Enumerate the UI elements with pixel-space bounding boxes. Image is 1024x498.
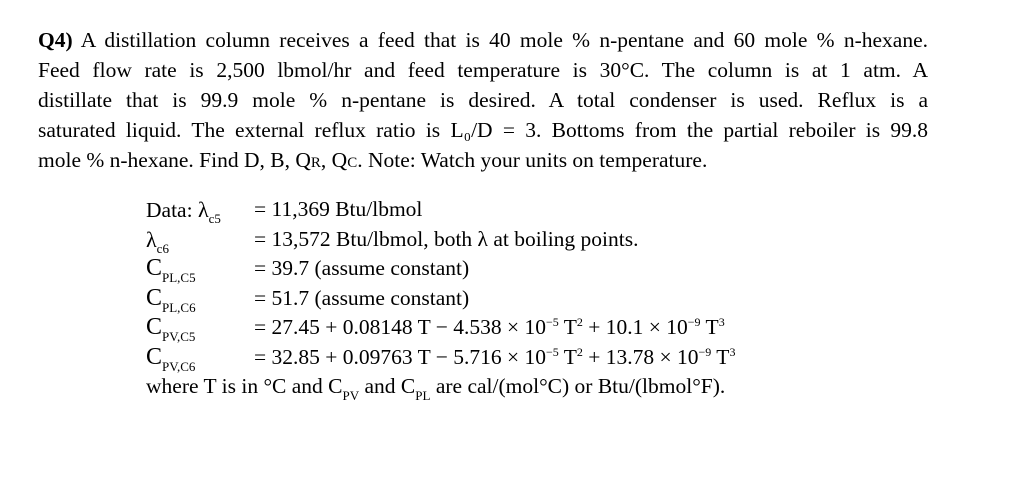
problem-line-3: distillate that is 99.9 mole % n-pentane is desired. A total condenser is used. Reflux is a [38,88,928,112]
question-number: Q4) [38,28,73,52]
data-row-lambda-c6: $\lambda_{c6}$ = 13,572 Btu/lbmol, both λ at boiling points. [146,226,639,256]
data-row-cpl-c6: $C_{PL,C6}$ = 51.7 (assume constant) [146,284,470,315]
problem-line-2: Feed flow rate is 2,500 lbmol/hr and feed temperature is 30°C. The column is at 1 atm. A [38,58,928,82]
data-row-cpv-c5: $C_{PV,C5}$ = 27.45 + 0.08148 $T - 4.538 \times 10^{-5}$ $T^2 + 10.1 \times 10^{-9}$ $T^3$ [146,314,725,344]
data-row-lambda-c5: Data: $\lambda_{c5}$ = 11,369 Btu/lbmol [146,197,423,226]
problem-line-4: saturated liquid. The external reflux ratio is L₀/D = 3. Bottoms from the partial reboiler is 99.8 [38,118,928,142]
data-value: = 39.7 (assume constant) [254,256,470,280]
data-value: = 11,369 Btu/lbmol [254,197,423,221]
problem-line-5: mole % n-hexane. Find D, B, QR, QC. Note: Watch your units on temperature. [38,148,708,172]
data-value: = 51.7 (assume constant) [254,285,470,310]
data-value: = 13,572 Btu/lbmol, both λ at boiling points. [254,226,639,251]
data-label: Data: [146,198,193,222]
data-value: = 27.45 + 0.08148 $T - 4.538 \times 10^{-5}$ $T^2 + 10.1 \times 10^{-9}$ $T^3$ [254,315,725,339]
data-row-cpv-c6: $C_{PV,C6}$ = 32.85 + 0.09763 $T - 5.716 \times 10^{-5}$ $T^2 + 13.78 \times 10^{-9}$ $T^3$ [146,343,736,374]
units-note: where T is in °C and $C_{PV}$ and $C_{PL}$ are cal/(mol°C) or Btu/(lbmol°F). [146,374,726,403]
data-row-cpl-c5: $C_{PL,C5}$ = 39.7 (assume constant) [146,255,470,285]
data-value: = 32.85 + 0.09763 $T - 5.716 \times 10^{-5}$ $T^2 + 13.78 \times 10^{-9}$ $T^3$ [254,344,736,369]
problem-statement [38,25,928,178]
lambda-symbol: λ [197,197,209,222]
data-block [146,195,736,411]
problem-line-1: Q4) A distillation column receives a feed that is 40 mole % n-pentane and 60 mole % n-hexane. [38,28,928,52]
lambda-symbol: λ [146,226,157,252]
